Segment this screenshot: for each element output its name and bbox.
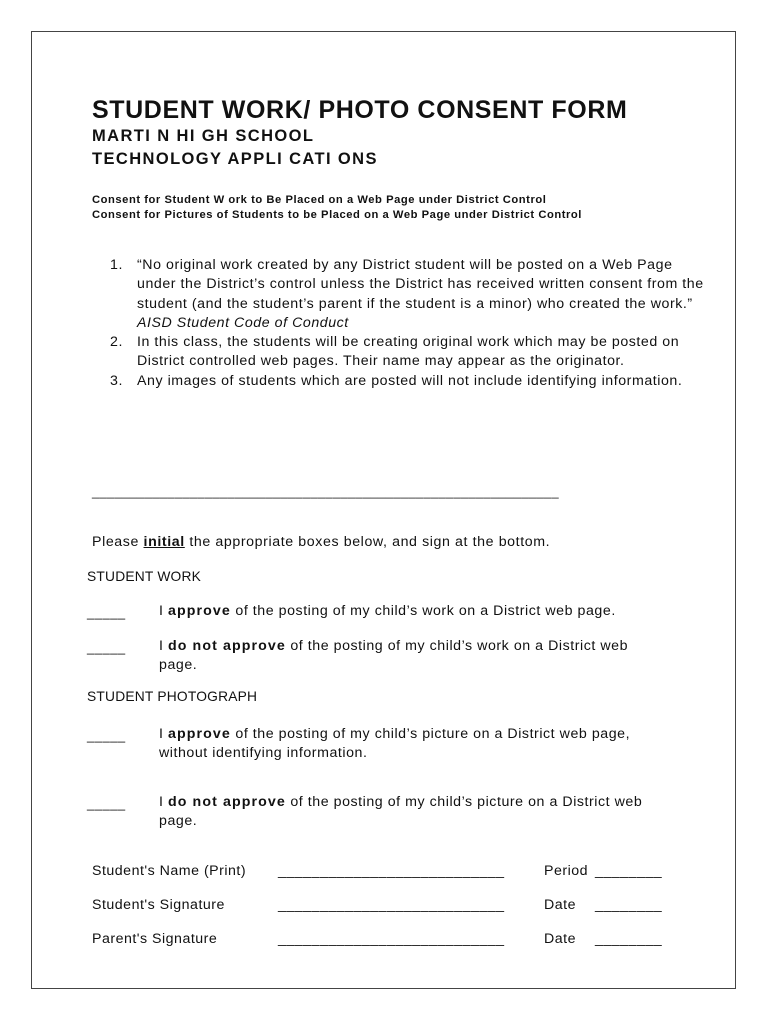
student-signature-label: Student's Signature bbox=[92, 897, 225, 913]
student-date-field[interactable]: ________ bbox=[595, 897, 663, 913]
consent-heading-pictures: Consent for Pictures of Students to be Placed on a Web Page under District Control bbox=[92, 209, 582, 221]
instructions bbox=[92, 534, 550, 550]
student-date-label: Date bbox=[544, 897, 576, 913]
policy-item-number: 3. bbox=[110, 372, 123, 389]
work-disapprove-initial-blank[interactable]: _____ bbox=[87, 640, 126, 655]
policy-item-text: Any images of students which are posted will not include identifying information. bbox=[137, 372, 683, 389]
parent-date-label: Date bbox=[544, 931, 576, 947]
policy-item bbox=[110, 372, 710, 391]
work-approve-initial-blank[interactable]: _____ bbox=[87, 605, 126, 620]
option-prefix: I bbox=[159, 726, 168, 742]
parent-signature-label: Parent's Signature bbox=[92, 931, 218, 947]
student-work-heading: STUDENT WORK bbox=[87, 569, 202, 584]
photo-approve-option bbox=[159, 725, 664, 762]
period-label: Period bbox=[544, 863, 589, 879]
work-disapprove-option bbox=[159, 637, 664, 674]
photo-disapprove-option bbox=[159, 793, 679, 830]
option-prefix: I bbox=[159, 603, 168, 619]
instructions-emphasis: initial bbox=[143, 534, 185, 550]
policy-item-number: 1. bbox=[110, 257, 123, 273]
option-text: of the posting of my child’s work on a District web page. bbox=[230, 603, 616, 619]
parent-signature-field[interactable]: ___________________________ bbox=[278, 931, 505, 947]
option-keyword: approve bbox=[167, 603, 231, 619]
option-text: of the posting of my child’s picture on a District web page, without identifying information. bbox=[159, 726, 631, 761]
school-name: MARTI N HI GH SCHOOL bbox=[92, 127, 315, 145]
student-name-field[interactable]: ___________________________ bbox=[278, 863, 505, 879]
policy-citation: AISD Student Code of Conduct bbox=[137, 314, 349, 331]
option-keyword: do not approve bbox=[167, 638, 286, 654]
option-prefix: I bbox=[159, 638, 168, 654]
student-name-label: Student's Name (Print) bbox=[92, 863, 247, 879]
option-prefix: I bbox=[159, 794, 168, 810]
section-divider: ______________________________________________________________ bbox=[92, 484, 559, 499]
instructions-after: the appropriate boxes below, and sign at the bottom. bbox=[184, 534, 551, 550]
policy-item bbox=[110, 333, 710, 372]
parent-date-field[interactable]: ________ bbox=[595, 931, 663, 947]
policy-item-text: In this class, the students will be creating original work which may be posted on District controlled web pages. Their name may appear as the originator. bbox=[137, 334, 680, 370]
form-title: STUDENT WORK/ PHOTO CONSENT FORM bbox=[92, 96, 628, 124]
option-keyword: approve bbox=[167, 726, 231, 742]
instructions-before: Please bbox=[92, 534, 144, 550]
photo-disapprove-initial-blank[interactable]: _____ bbox=[87, 796, 126, 811]
policy-item bbox=[110, 256, 710, 333]
policy-item-number: 2. bbox=[110, 334, 123, 351]
photo-approve-initial-blank[interactable]: _____ bbox=[87, 728, 126, 743]
student-photograph-heading: STUDENT PHOTOGRAPH bbox=[87, 689, 258, 704]
form-page bbox=[31, 31, 736, 989]
consent-heading-work: Consent for Student W ork to Be Placed on a Web Page under District Control bbox=[92, 194, 547, 206]
option-text: of the posting of my child’s picture on a District web page. bbox=[159, 794, 643, 829]
option-keyword: do not approve bbox=[167, 794, 286, 810]
department-name: TECHNOLOGY APPLI CATI ONS bbox=[92, 150, 378, 168]
policy-item-text: “No original work created by any District student will be posted on a Web Page under the District’s control unless the District has received written consent from the student (and the student’s parent if the student is a minor) who created the work.” bbox=[137, 257, 704, 312]
work-approve-option bbox=[159, 602, 699, 621]
period-field[interactable]: ________ bbox=[595, 863, 663, 879]
student-signature-field[interactable]: ___________________________ bbox=[278, 897, 505, 913]
policy-list bbox=[110, 256, 710, 391]
option-text: of the posting of my child’s work on a District web page. bbox=[159, 638, 629, 673]
